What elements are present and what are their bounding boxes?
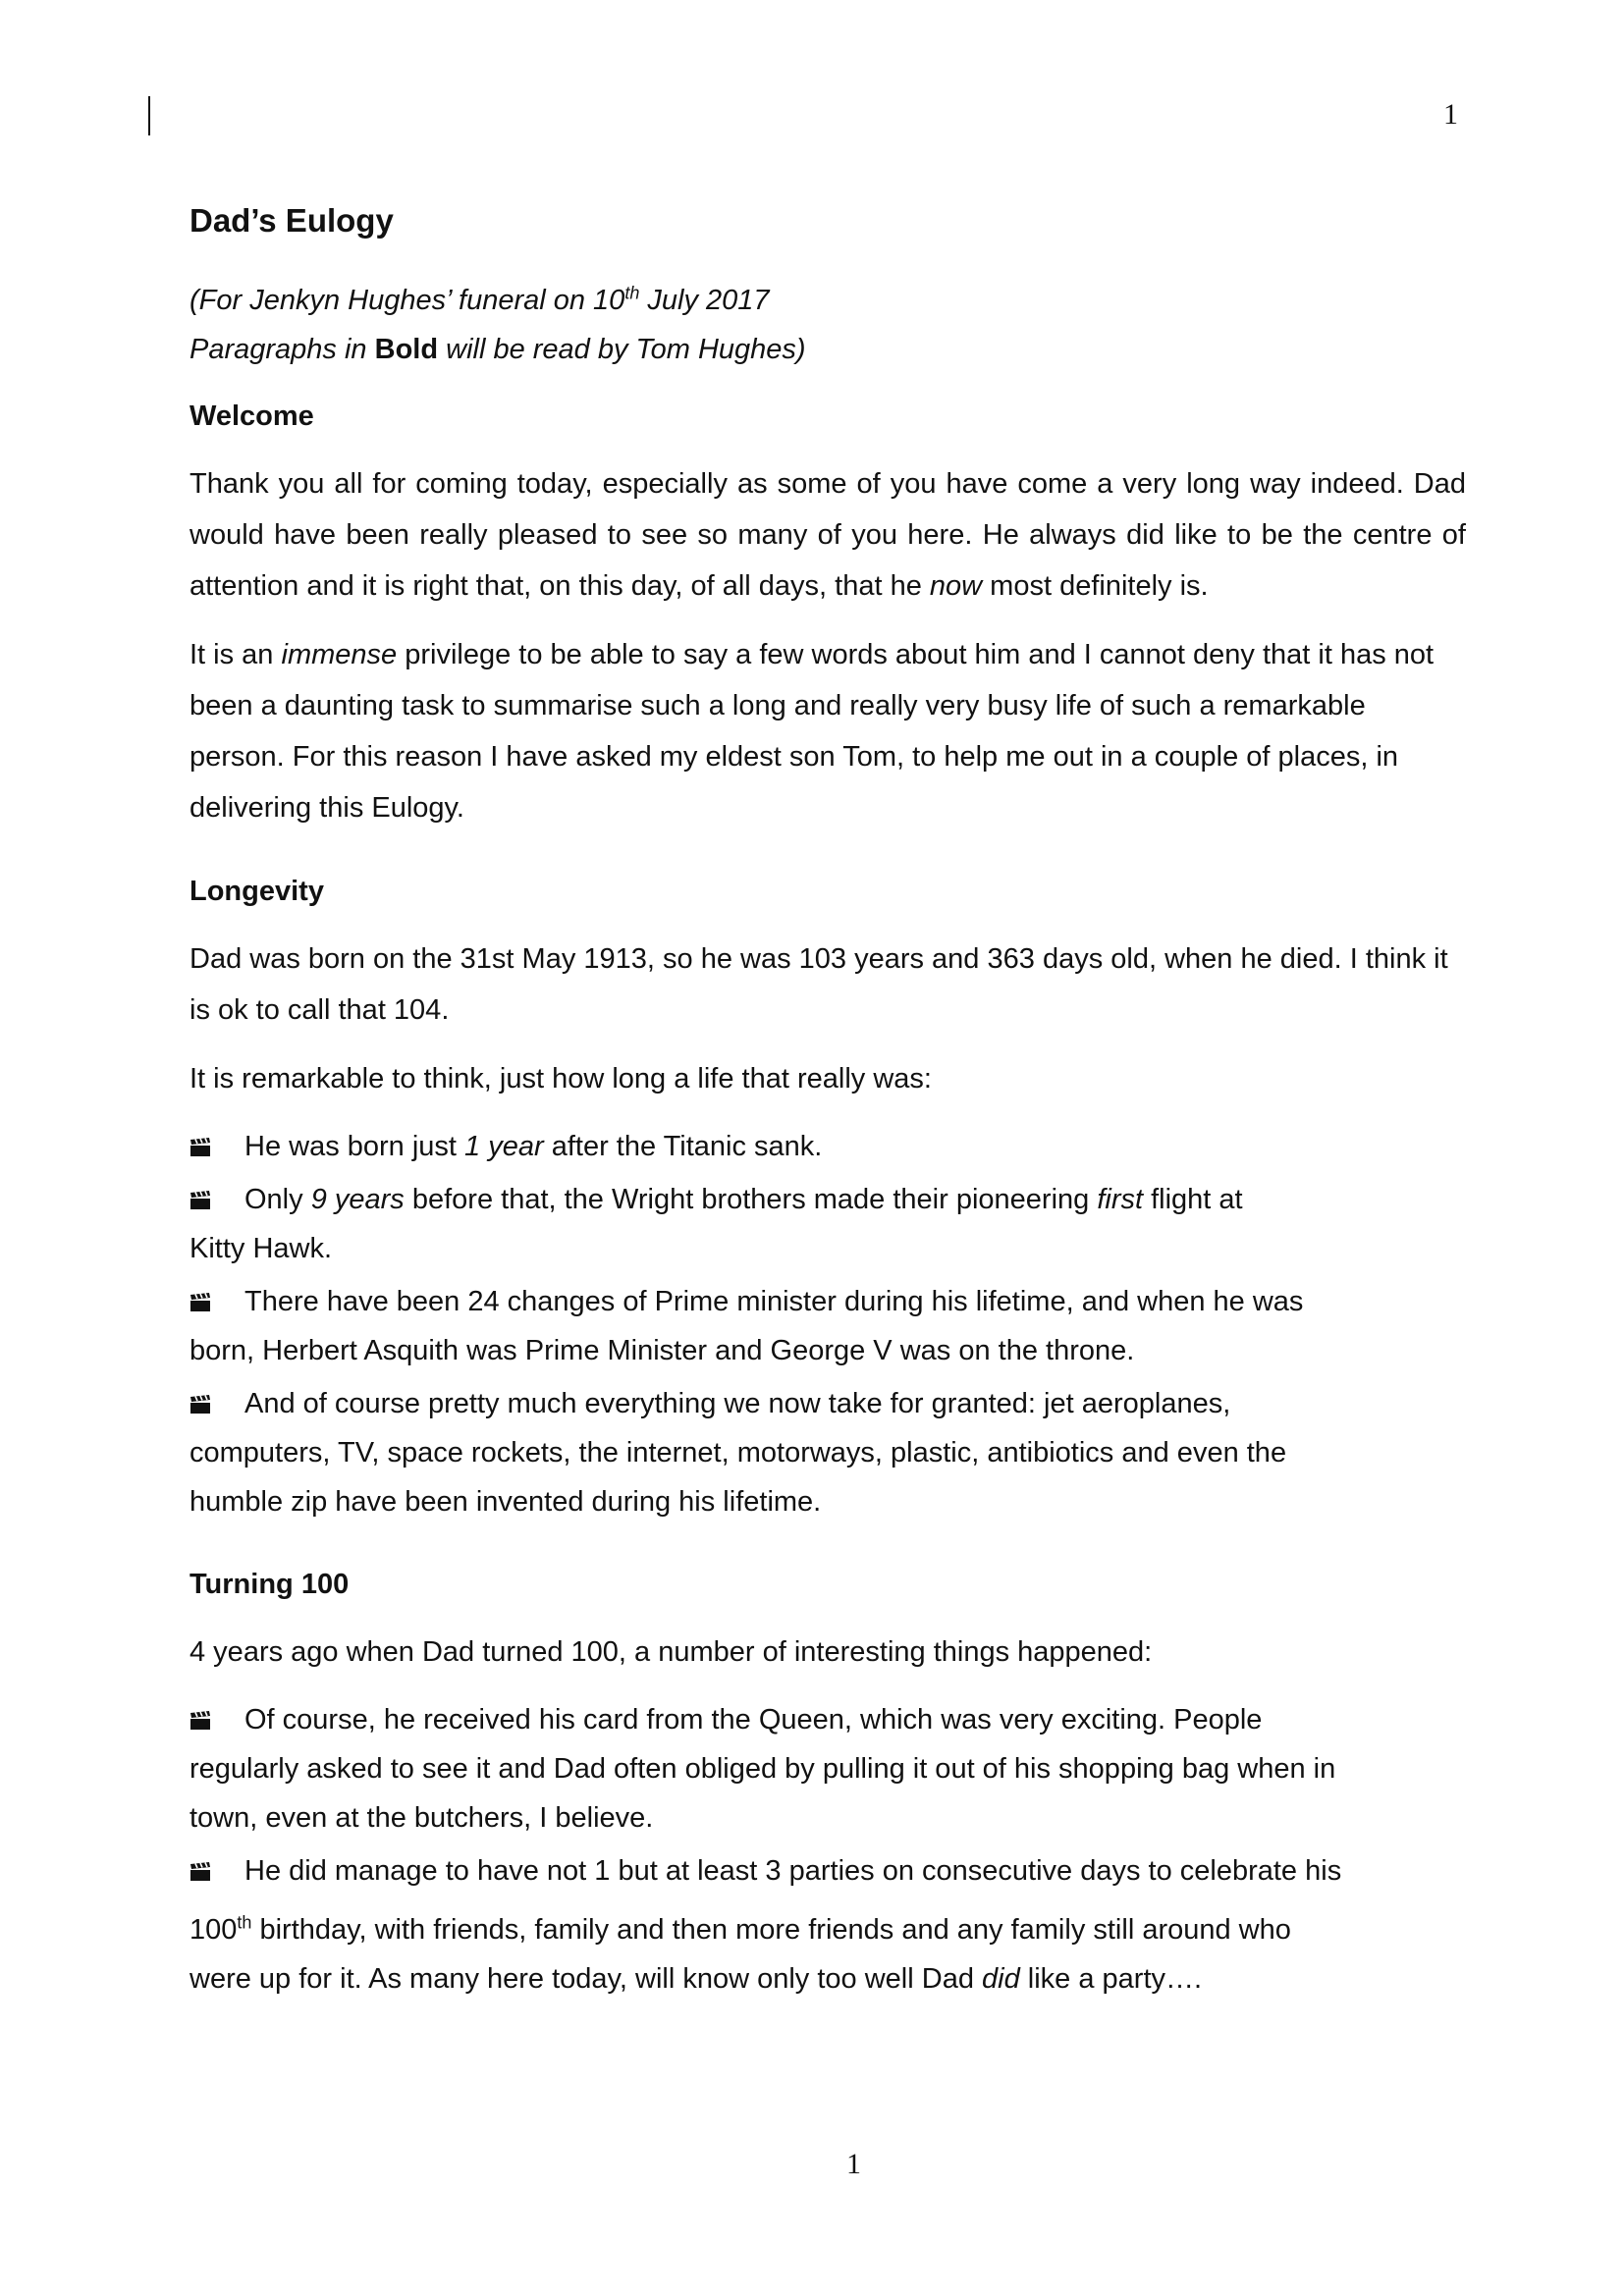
document-body bbox=[189, 191, 1466, 2003]
intro-line-2: Paragraphs in Bold will be read by Tom Hughes) bbox=[189, 334, 806, 365]
section-heading-welcome: Welcome bbox=[189, 400, 314, 432]
turning100-paragraph-1: 4 years ago when Dad turned 100, a number of interesting things happened: bbox=[189, 1636, 1153, 1668]
welcome-paragraph-1: Thank you all for coming today, especially as some of you have come a very long way indeed. Dad would have been really pleased to see so many of you here. He always did like to be the centre of attention and it is right that, on this day, of all days, that he now most definitely is. bbox=[189, 468, 1466, 602]
clapperboard-icon bbox=[189, 1711, 211, 1731]
document-title: Dad’s Eulogy bbox=[189, 202, 394, 239]
list-item: Of course, he received his card from the Queen, which was very exciting. People regularly asked to see it and Dad often obliged by pulling it out of his shopping bag when in town, even at the butchers, I believe. bbox=[189, 1704, 1336, 1834]
clapperboard-icon bbox=[189, 1138, 211, 1157]
intro-line-1: (For Jenkyn Hughes’ funeral on 10th July 2017 bbox=[189, 283, 770, 316]
list-item: He was born just 1 year after the Titanic sank. bbox=[189, 1122, 1466, 1171]
longevity-paragraph-1: Dad was born on the 31st May 1913, so he was 103 years and 363 days old, when he died. I think it is ok to call that 104. bbox=[189, 943, 1448, 1026]
welcome-paragraph-2: It is an immense privilege to be able to say a few words about him and I cannot deny that it has not been a daunting task to summarise such a long and really very busy life of such a remarkable person. For this reason I have asked my eldest son Tom, to help me out in a couple of places, in delivering this Eulogy. bbox=[189, 639, 1435, 824]
longevity-paragraph-2: It is remarkable to think, just how long a life that really was: bbox=[189, 1063, 932, 1095]
clapperboard-icon bbox=[189, 1191, 211, 1210]
list-item: And of course pretty much everything we now take for granted: jet aeroplanes, computers, TV, space rockets, the internet, motorways, plastic, antibiotics and even the humble zip have been invented during his lifetime. bbox=[189, 1388, 1287, 1518]
list-item: Only 9 years before that, the Wright brothers made their pioneering first flight at Kitty Hawk. bbox=[189, 1184, 1243, 1264]
page-number-footer: 1 bbox=[846, 2148, 861, 2180]
list-item: There have been 24 changes of Prime minister during his lifetime, and when he was born, Herbert Asquith was Prime Minister and George V was on the throne. bbox=[189, 1286, 1304, 1366]
clapperboard-icon bbox=[189, 1293, 211, 1312]
clapperboard-icon bbox=[189, 1395, 211, 1415]
section-heading-turning-100: Turning 100 bbox=[189, 1569, 350, 1600]
text-cursor bbox=[148, 96, 150, 135]
section-heading-longevity: Longevity bbox=[189, 876, 324, 907]
page-number-header: 1 bbox=[1443, 98, 1458, 131]
list-item: He did manage to have not 1 but at least 3 parties on consecutive days to celebrate his 100th birthday, with friends, family and then more friends and any family still around who were up for it. As many here today, will know only too well Dad did like a party…. bbox=[189, 1855, 1342, 1995]
clapperboard-icon bbox=[189, 1862, 211, 1882]
